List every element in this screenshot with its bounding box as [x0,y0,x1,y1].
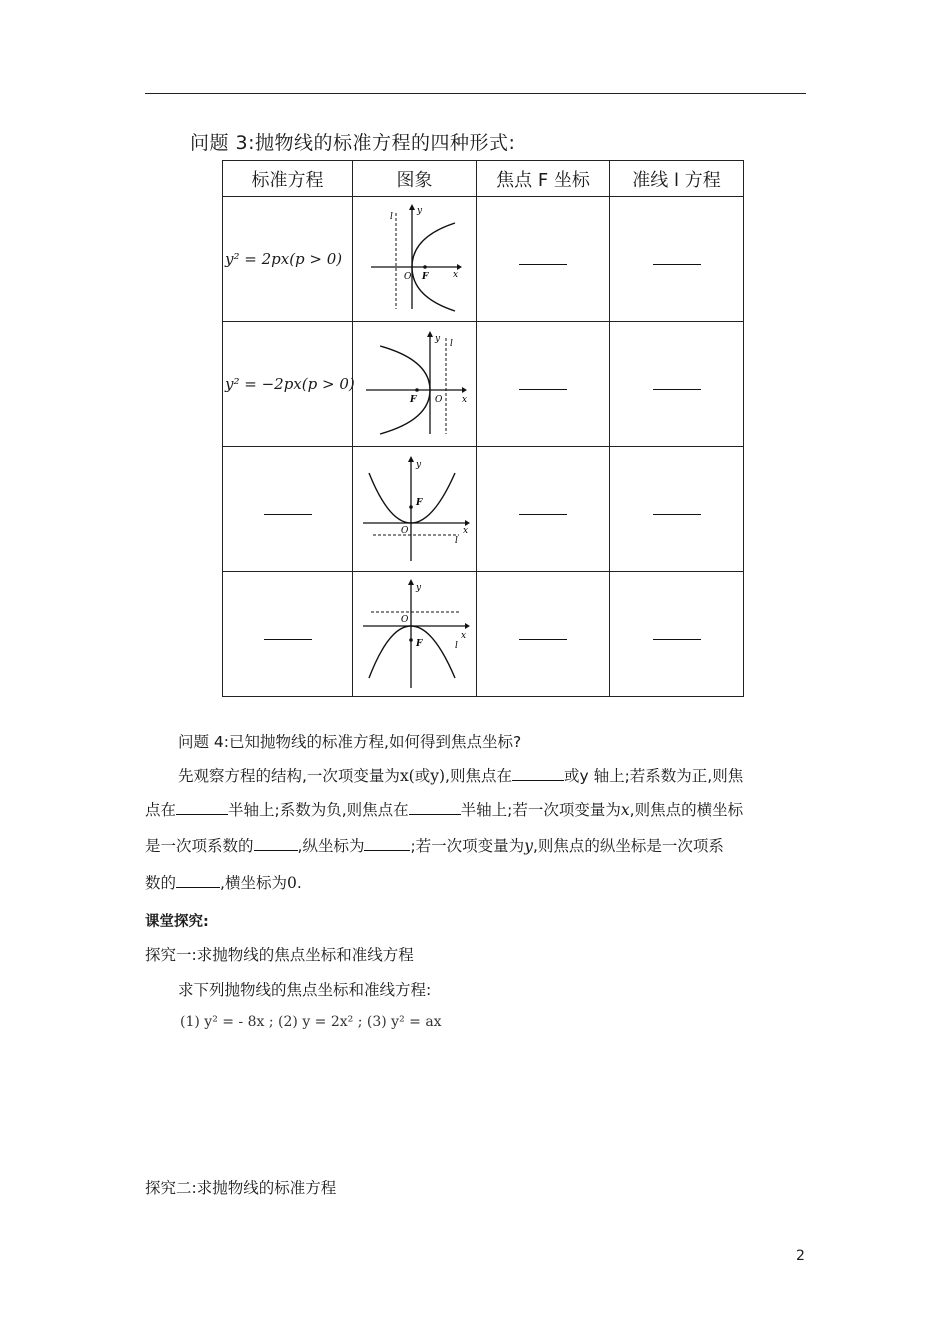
directrix-blank-cell [610,197,744,322]
question-3-title: 问题 3:抛物线的标准方程的四种形式: [190,132,516,154]
answer-blank [264,513,312,515]
svg-text:x: x [460,631,466,641]
graph-cell [353,572,477,697]
graph-left-opening [362,326,467,438]
table-row [223,322,744,447]
equation-cell: y² = 2px(p > 0) [223,197,353,322]
svg-text:O: O [435,395,443,405]
answer-blank [519,263,567,265]
explore-1-prompt: 求下列抛物线的焦点坐标和准线方程: [178,981,432,999]
table-row [223,197,744,322]
answer-blank [519,388,567,390]
directrix-blank-cell [610,572,744,697]
svg-text:y: y [435,334,441,344]
focus-blank-cell [477,197,610,322]
svg-text:F: F [422,272,429,282]
svg-text:x: x [462,395,467,405]
svg-text:y: y [415,460,421,470]
answer-blank [176,800,228,815]
answer-blank [519,638,567,640]
graph-up-opening [359,451,471,563]
question-4-line: 先观察方程的结构,一次项变量为x(或y),则焦点在 或y 轴上;若系数为正,则焦 [178,767,744,785]
table-row [223,447,744,572]
svg-text:x: x [453,270,459,280]
header-directrix: 准线 l 方程 [610,161,744,197]
answer-blank [512,766,564,781]
svg-text:O: O [400,526,408,536]
svg-text:F: F [415,639,422,649]
answer-blank [519,513,567,515]
equation-cell: y² = −2px(p > 0) [223,322,353,447]
directrix-blank-cell [610,322,744,447]
answer-blank [653,263,701,265]
directrix-blank-cell [610,447,744,572]
answer-blank [653,388,701,390]
svg-text:l: l [450,339,453,349]
answer-blank [653,513,701,515]
svg-text:O: O [400,615,408,625]
answer-blank [176,873,220,888]
answer-blank [254,836,298,851]
header-standard-equation: 标准方程 [223,161,353,197]
explore-1-problems: (1) y² = - 8x ; (2) y = 2x² ; (3) y² = ax [180,1014,442,1030]
parabola-forms-table [222,160,744,697]
page-number: 2 [796,1248,805,1264]
header-graph: 图象 [353,161,477,197]
equation-blank-cell [223,447,353,572]
graph-cell [353,322,477,447]
graph-cell [353,197,477,322]
svg-text:l: l [454,641,458,651]
explore-1-title: 探究一:求抛物线的焦点坐标和准线方程 [145,946,414,964]
header-focus: 焦点 F 坐标 [477,161,610,197]
table-header-row [223,161,744,197]
explore-2-title: 探究二:求抛物线的标准方程 [145,1179,337,1197]
focus-blank-cell [477,447,610,572]
question-4-title: 问题 4:已知抛物线的标准方程,如何得到焦点坐标? [178,733,522,751]
graph-down-opening [359,574,471,690]
header-rule [145,93,806,94]
question-4-line: 是一次项系数的 ,纵坐标为 ;若一次项变量为y,则焦点的纵坐标是一次项系 [145,837,724,855]
graph-cell [353,447,477,572]
focus-blank-cell [477,572,610,697]
question-4-line: 点在 半轴上;系数为负,则焦点在 半轴上;若一次项变量为x,则焦点的横坐标 [145,801,744,819]
svg-text:F: F [410,395,417,405]
answer-blank [653,638,701,640]
svg-text:y: y [417,206,423,216]
svg-text:y: y [415,583,421,593]
section-title: 课堂探究: [145,914,209,930]
table-row [223,572,744,697]
equation-blank-cell [223,572,353,697]
svg-text:x: x [462,526,468,536]
svg-text:l: l [390,212,393,222]
svg-text:F: F [415,498,422,508]
answer-blank [409,800,461,815]
graph-right-opening [367,201,462,313]
svg-text:O: O [404,272,412,282]
answer-blank [264,638,312,640]
answer-blank [364,836,410,851]
svg-text:l: l [454,536,458,546]
focus-blank-cell [477,322,610,447]
question-4-line: 数的 ,横坐标为0. [145,874,302,892]
